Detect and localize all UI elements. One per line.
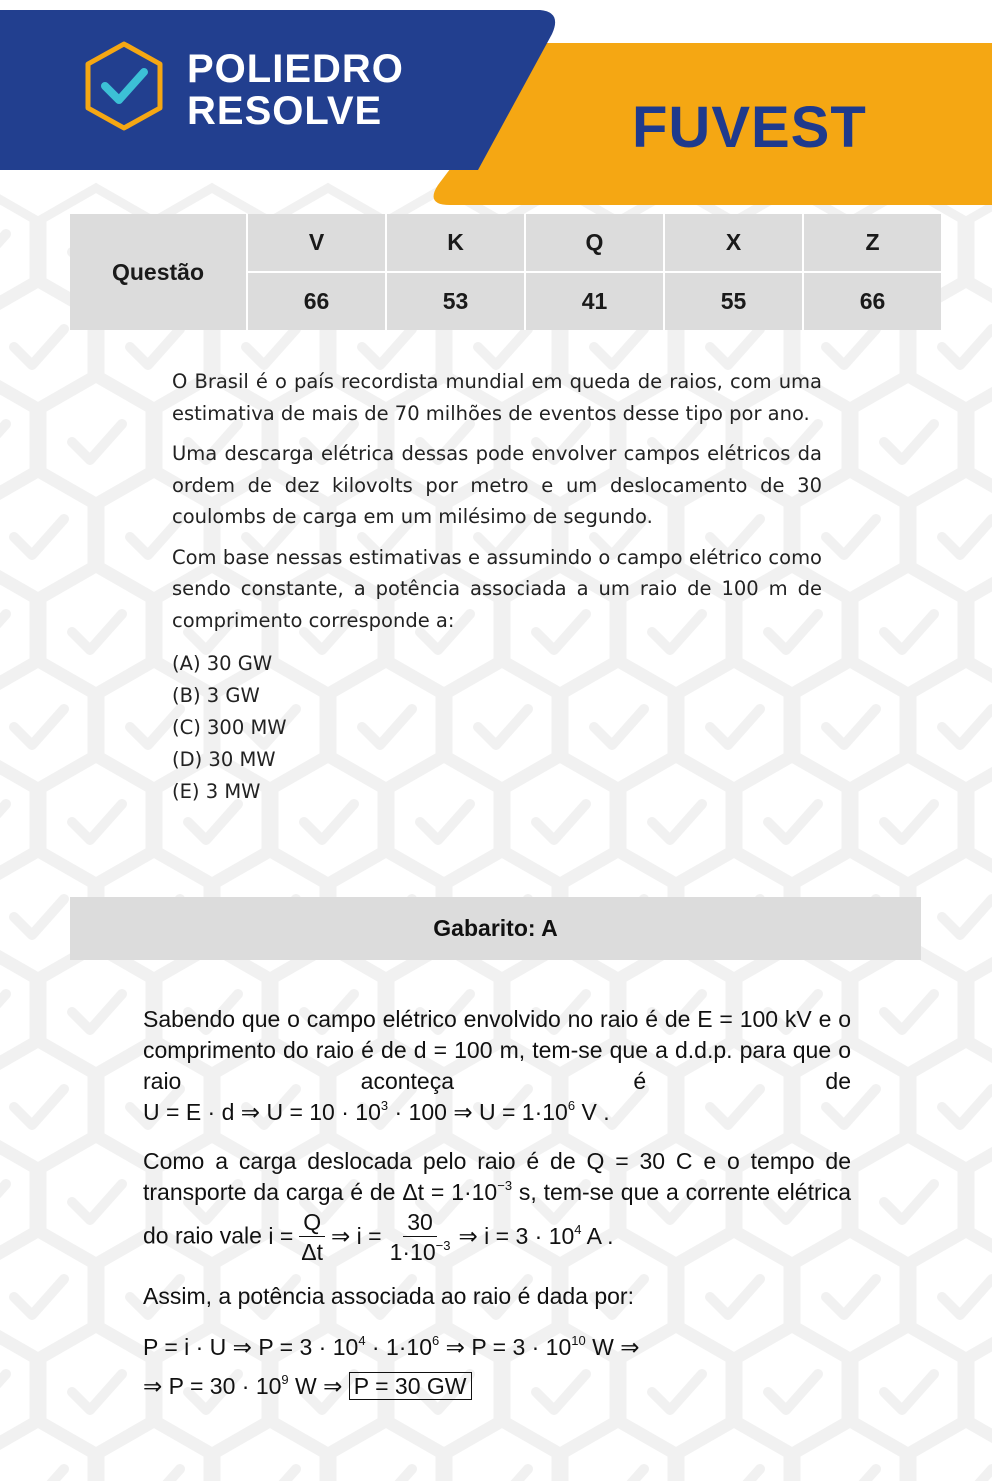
option-d: (D) 30 MW [172,748,276,771]
time-equation [402,1179,512,1205]
numerator: Q [299,1208,325,1237]
eq-part: U = E · d ⇒ U = 10 · 10 [143,1099,381,1125]
eq-part: i = [268,1222,294,1249]
eq-part: · 1·10 [365,1334,433,1360]
watermark-check-icon [332,1423,440,1481]
resolution-paragraph-3: Assim, a potência associada ao raio é dada por: [143,1283,634,1309]
brand-name [187,48,404,132]
final-answer-box: P = 30 GW [349,1372,472,1400]
option-b: (B) 3 GW [172,684,260,707]
exponent: 10 [571,1333,586,1348]
question-table [70,214,932,330]
question-label: Questão [70,214,246,330]
watermark-check-icon [796,1423,904,1481]
denominator: Δt [301,1239,324,1265]
resolution-text: Sabendo que o campo elétrico envolvido no raio é de E = 100 kV e o comprimento do raio é de d = 100 m, tem-se que a d.d.p. para que o raio aconteça é de [143,1006,851,1094]
option-a: (A) 30 GW [172,652,273,675]
version-header: Q [526,214,663,271]
version-header: X [665,214,802,271]
exponent: 4 [574,1221,582,1237]
eq-part: P = i · U ⇒ P = 3 · 10 [143,1334,359,1360]
watermark-check-icon [680,1423,788,1481]
poliedro-logo-icon [80,38,168,134]
exponent: −3 [435,1238,451,1253]
statement-paragraph: Com base nessas estimativas e assumindo o campo elétrico como sendo constante, a potência associada a um raio de 100 m de comprimento corresponde a: [172,545,822,632]
statement-paragraph: Uma descarga elétrica dessas pode envolver campos elétricos da ordem de dez kilovolts por metro e um deslocamento de 30 coulombs de carga em um milésimo de segundo. [172,442,822,528]
version-header: K [387,214,524,271]
power-equation-2 [143,1371,851,1402]
answer-key: Gabarito: A [70,897,921,960]
resolution-text: Como a carga deslocada pelo raio é de Q = 30 C e o tempo de transporte da carga é de [143,1148,851,1205]
eq-part: ⇒ P = 3 · 10 [439,1334,572,1360]
power-equation-line [143,1373,472,1399]
eq-part: V . [575,1099,610,1125]
exponent: 6 [567,1098,576,1113]
eq-part: W ⇒ [288,1373,349,1399]
watermark-check-icon [100,1423,208,1481]
fraction [297,1208,327,1267]
watermark-check-icon [216,1423,324,1481]
resolution-equation-1 [143,1097,851,1128]
fraction [386,1208,455,1267]
watermark-check-icon [912,1423,992,1481]
question-number: 41 [526,273,663,330]
eq-part: ⇒ i = 3 · 10 [458,1222,575,1249]
denominator [386,1237,455,1267]
answer-options [172,648,822,808]
watermark-check-icon [448,1423,556,1481]
eq-part: ⇒ i = [331,1222,382,1249]
eq-part: Δt = 1·10 [402,1179,498,1205]
option-e: (E) 3 MW [172,780,261,803]
eq-part: W ⇒ [585,1334,640,1360]
power-equation-1 [143,1332,851,1363]
eq-part: 1·10 [389,1239,436,1265]
version-header: V [248,214,385,271]
brand-line-2: RESOLVE [187,89,383,133]
resolution-paragraph-2 [143,1146,851,1267]
numerator: 30 [403,1208,437,1237]
exam-title: FUVEST [632,95,867,160]
resolution-paragraph-1 [143,1004,851,1097]
statement-paragraph: O Brasil é o país recordista mundial em queda de raios, com uma estimativa de mais de 70 milhões de eventos desse tipo por ano. [172,370,822,425]
question-number: 53 [387,273,524,330]
question-number: 66 [804,273,941,330]
version-header: Z [804,214,941,271]
exponent: 3 [380,1098,389,1113]
exponent: 6 [432,1333,440,1348]
watermark-check-icon [564,1423,672,1481]
option-c: (C) 300 MW [172,716,287,739]
voltage-equation [143,1099,610,1125]
resolution-text: s, tem-se que a corrente elétrica do raio vale [143,1179,852,1249]
exponent: 9 [281,1372,289,1387]
question-number: 66 [248,273,385,330]
eq-part: · 100 ⇒ U = 1·10 [388,1099,568,1125]
exponent: 4 [358,1333,366,1348]
question-number: 55 [665,273,802,330]
power-equation-line [143,1334,640,1360]
question-statement [172,366,822,808]
resolution [143,1004,851,1416]
eq-part: ⇒ P = 30 · 10 [143,1373,282,1399]
exponent: −3 [497,1178,513,1193]
eq-part: A . [581,1222,614,1249]
brand-line-1: POLIEDRO [187,47,404,91]
